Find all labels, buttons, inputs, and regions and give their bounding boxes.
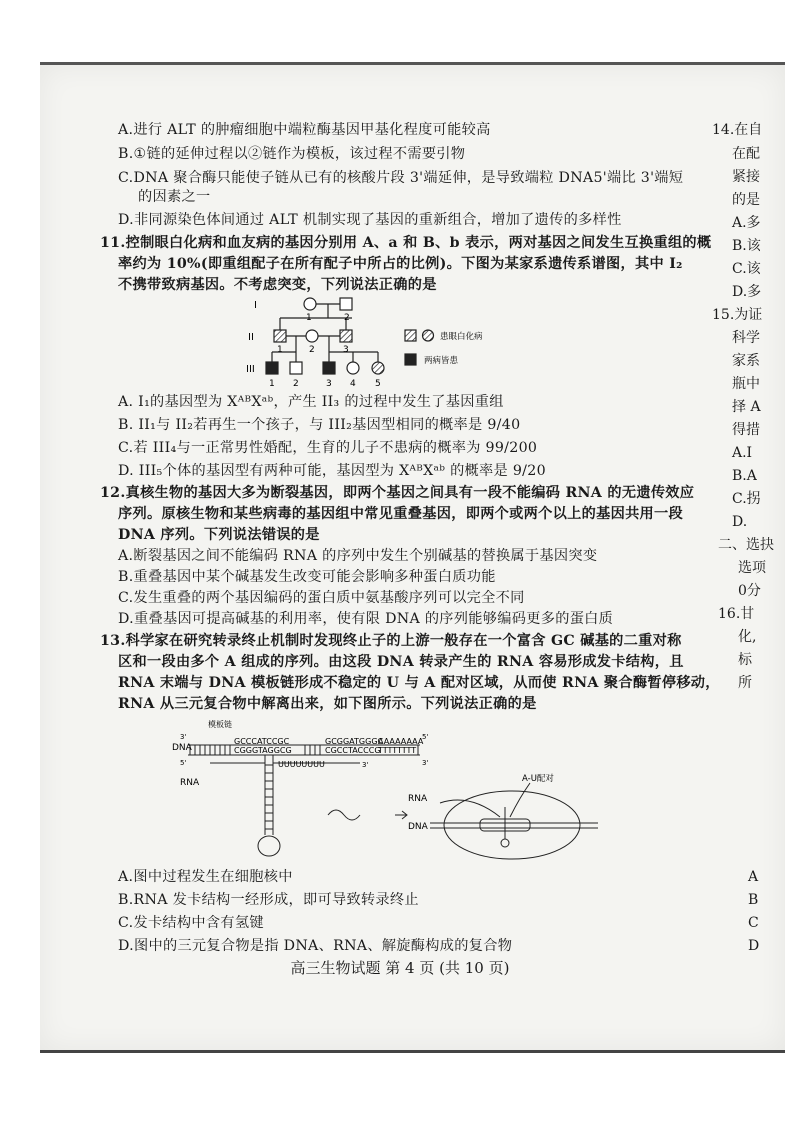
q12-stem-2: 序列。原核生物和某些病毒的基因组中常见重叠基因，即两个或两个以上的基因共用一段 — [118, 506, 684, 522]
prime3-rna-tail: 3' — [362, 761, 369, 769]
q13-option-b: B.RNA 发卡结构一经形成，即可导致转录终止 — [118, 892, 419, 908]
q11-option-d: D. III₅个体的基因型有两种可能，基因型为 XᴬᴮXᵃᵇ 的概率是 9/20 — [118, 463, 546, 479]
right-margin-line: D — [748, 938, 760, 954]
q11-stem-2: 率约为 10%(即重组配子在所有配子中所占的比例)。下图为某家系遗传系谱图，其中 I₂ — [118, 256, 683, 272]
q12-option-b: B.重叠基因中某个碱基发生改变可能会影响多种蛋白质功能 — [118, 569, 496, 585]
num-III-5: 5 — [375, 379, 381, 389]
right-margin-line: 家系 — [732, 353, 760, 369]
right-margin-line: 0分 — [738, 583, 761, 599]
right-margin-line: 得措 — [732, 422, 760, 438]
gen-label-II: II — [248, 332, 254, 343]
right-margin-line: 的是 — [732, 192, 760, 208]
num-I-2: 2 — [344, 313, 350, 323]
q11-stem-1: 11.控制眼白化病和血友病的基因分别用 A、a 和 B、b 表示，两对基因之间发生互换重组的概 — [100, 235, 712, 251]
prime3-bottom-right: 3' — [422, 759, 429, 767]
num-III-1: 1 — [269, 379, 275, 389]
right-margin-line: 二、选抉 — [718, 537, 774, 553]
q12-option-a: A.断裂基因之间不能编码 RNA 的序列中发生个别碱基的替换属于基因突变 — [118, 548, 598, 564]
au-pairing-label: A-U配对 — [522, 774, 554, 784]
right-margin-line: D. — [732, 514, 748, 530]
right-margin-line: 科学 — [732, 330, 760, 346]
seq-top-1: GCCCATCCGC — [234, 737, 290, 746]
right-margin-line: 14.在自 — [712, 122, 763, 138]
q10-option-b: B.①链的延伸过程以②链作为模板，该过程不需要引物 — [118, 146, 466, 162]
q13-option-c: C.发卡结构中含有氢键 — [118, 915, 264, 931]
num-II-3: 3 — [343, 345, 349, 355]
legend-both: 两病皆患 — [424, 356, 459, 366]
q13-option-d: D.图中的三元复合物是指 DNA、RNA、解旋酶构成的复合物 — [118, 938, 513, 954]
q10-option-c-cont: 的因素之一 — [138, 189, 211, 205]
right-margin-line: C — [748, 915, 759, 931]
pedigree-chart — [240, 292, 520, 394]
termination-diagram — [150, 715, 610, 865]
q13-stem-4: RNA 从三元复合物中解离出来，如下图所示。下列说法正确的是 — [118, 696, 537, 712]
q12-stem-1: 12.真核生物的基因大多为断裂基因，即两个基因之间具有一段不能编码 RNA 的无遗传效应 — [100, 485, 695, 501]
q10-option-a: A.进行 ALT 的肿瘤细胞中端粒酶基因甲基化程度可能较高 — [118, 122, 491, 138]
seq-bot-3: TTTTTTTT — [378, 746, 417, 755]
right-margin-line: 15.为证 — [712, 307, 763, 323]
template-strand-label: 模板链 — [208, 720, 232, 729]
q10-option-c: C.DNA 聚合酶只能使子链从已有的核酸片段 3'端延伸，是导致端粒 DNA5'端比 3'端短 — [118, 170, 684, 186]
q12-option-c: C.发生重叠的两个基因编码的蛋白质中氨基酸序列可以完全不同 — [118, 590, 525, 606]
right-margin-line: B.A — [732, 468, 757, 484]
right-margin-line: 择 A — [732, 399, 761, 415]
right-margin-line: 瓶中 — [732, 376, 760, 392]
right-margin-line: 选项 — [738, 560, 766, 576]
right-margin-line: D.多 — [732, 284, 762, 300]
seq-bot-2: CGCCTACCCG — [325, 746, 381, 755]
seq-top-3: AAAAAAAA — [378, 737, 424, 746]
right-margin-line: B.该 — [732, 238, 761, 254]
prime5-top-right: 5' — [422, 733, 429, 741]
q11-option-a: A. I₁的基因型为 XᴬᴮXᵃᵇ，产生 II₃ 的过程中发生了基因重组 — [118, 394, 504, 410]
num-III-3: 3 — [326, 379, 332, 389]
q11-option-b: B. II₁与 II₂若再生一个孩子，与 III₂基因型相同的概率是 9/40 — [118, 417, 521, 433]
seq-bot-1: CGGGTAGGCG — [234, 746, 292, 755]
rna-label: RNA — [180, 778, 200, 788]
q12-option-d: D.重叠基因可提高碱基的利用率，使有限 DNA 的序列能够编码更多的蛋白质 — [118, 611, 614, 627]
page-footer: 高三生物试题 第 4 页 (共 10 页) — [290, 959, 510, 977]
prime3-top-left: 3' — [180, 733, 187, 741]
right-margin-line: C.拐 — [732, 491, 761, 507]
gen-label-I: I — [254, 300, 257, 311]
rna-label-2: RNA — [408, 794, 428, 804]
prime5-bottom-left: 5' — [180, 759, 187, 767]
right-margin-line: 所 — [738, 675, 752, 691]
right-margin-line: A.I — [732, 445, 753, 461]
num-III-4: 4 — [350, 379, 356, 389]
num-III-2: 2 — [293, 379, 299, 389]
seq-top-2: GCGGATGGGC — [325, 737, 384, 746]
gen-label-III: III — [246, 364, 255, 375]
right-margin-line: B — [748, 892, 759, 908]
right-margin-line: 16.甘 — [718, 606, 755, 622]
right-margin-line: C.该 — [732, 261, 761, 277]
q13-stem-1: 13.科学家在研究转录终止机制时发现终止子的上游一般存在一个富含 GC 碱基的二重对称 — [100, 633, 682, 649]
right-margin-line: A.多 — [732, 215, 761, 231]
right-margin-line: 标 — [738, 652, 752, 668]
dna-label: DNA — [172, 743, 192, 753]
right-margin-line: 化, — [738, 629, 757, 645]
num-I-1: 1 — [306, 313, 312, 323]
q11-stem-3: 不携带致病基因。不考虑突变，下列说法正确的是 — [118, 277, 437, 293]
num-II-2: 2 — [309, 345, 315, 355]
q13-stem-2: 区和一段由多个 A 组成的序列。由这段 DNA 转录产生的 RNA 容易形成发卡结构，且 — [118, 654, 684, 670]
q13-option-a: A.图中过程发生在细胞核中 — [118, 869, 293, 885]
dna-label-2: DNA — [408, 822, 428, 832]
q10-option-d: D.非同源染色体间通过 ALT 机制实现了基因的重新组合，增加了遗传的多样性 — [118, 212, 622, 228]
q11-option-c: C.若 III₄与一正常男性婚配，生育的儿子不患病的概率为 99/200 — [118, 440, 538, 456]
right-margin-line: 在配 — [732, 146, 760, 162]
legend-albinism: 患眼白化病 — [440, 332, 483, 342]
right-margin-line: 紧接 — [732, 169, 760, 185]
num-II-1: 1 — [277, 345, 283, 355]
right-margin-line: A — [748, 869, 759, 885]
q13-stem-3: RNA 末端与 DNA 模板链形成不稳定的 U 与 A 配对区域，从而使 RNA 聚合酶暂停移动， — [118, 675, 720, 691]
q12-stem-3: DNA 序列。下列说法错误的是 — [118, 527, 320, 543]
rna-tail-seq: UUUUUUUU — [278, 760, 325, 769]
